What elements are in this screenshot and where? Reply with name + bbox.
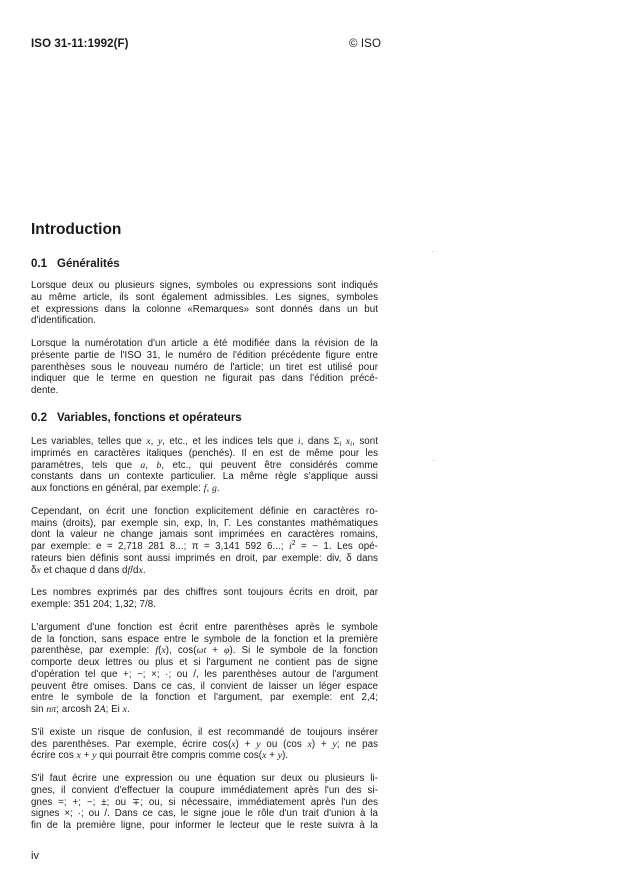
- text-line: Cependant, on écrit une fonction explicitement définie en caractères ro-: [31, 505, 378, 517]
- page-title: Introduction: [31, 221, 122, 238]
- section-number: 0.2: [31, 412, 47, 424]
- section-0-1-body: [31, 280, 378, 397]
- text-line: écrire cos x + y qui pourrait être compris comme cos(x + y).: [31, 750, 289, 762]
- text-line: indiquer que le terme en question ne figurait pas dans l'édition précé-: [31, 373, 378, 385]
- text-line: Lorsque deux ou plusieurs signes, symboles ou expressions sont indiqués: [31, 280, 378, 291]
- paragraph: [31, 773, 378, 832]
- text-line: et expressions dans la colonne «Remarques» sont donnés dans un but: [31, 303, 378, 315]
- section-number: 0.1: [31, 258, 47, 270]
- text-line: dont la valeur ne change jamais sont imprimées en caractères romains,: [31, 529, 378, 541]
- paragraph: [31, 587, 378, 611]
- text-line: par exemple: e = 2,718 281 8...; π = 3,141 592 6...; $i^2$ = − 1. Les opé-: [31, 540, 378, 552]
- paragraph: [31, 280, 378, 327]
- copyright-symbol: ©: [349, 38, 358, 50]
- paragraph: [31, 506, 378, 577]
- text-line: dente.: [31, 385, 59, 396]
- text-line: présente partie de l'ISO 31, le numéro de l'édition précédente figure entre: [31, 349, 378, 361]
- text-line: L'argument d'une fonction est écrit entre parenthèses après le symbole: [31, 621, 378, 633]
- text-line: mains (droits), par exemple sin, exp, ln, Γ. Les constantes mathématiques: [31, 517, 378, 529]
- paragraph: [31, 436, 378, 495]
- copyright-notice: [349, 38, 381, 50]
- paragraph: [31, 338, 378, 397]
- text-line: S'il faut écrire une expression ou une équation sur deux ou plusieurs li-: [31, 773, 378, 784]
- text-line: imprimés en caractères italiques (penchés). Il en est de même pour les: [31, 447, 378, 459]
- text-line: de la fonction, sans espace entre le symbole de la fonction et la première: [31, 633, 378, 645]
- text-line: sin nπ; arcosh 2A; Ei x.: [31, 704, 130, 715]
- text-line: au même article, ils sont également admissibles. Les signes, symboles: [31, 291, 378, 303]
- text-line: δx et chaque d dans df/dx.: [31, 564, 146, 576]
- paragraph: [31, 727, 378, 762]
- document-reference: ISO 31-11:1992(F): [31, 38, 129, 50]
- scan-speck: [432, 251, 433, 252]
- text-line: des parenthèses. Par exemple, écrire cos(x) + y ou (cos x) + y; ne pas: [31, 738, 379, 750]
- text-line: comporte deux lettres ou plus et si l'argument ne contient pas de signe: [31, 657, 378, 668]
- text-line: Les variables, telles que x, y, etc., et les indices tels que i, dans $\Sigma_i$ $x_i$, sont: [31, 436, 378, 448]
- text-line: gnes, il convient d'effectuer la coupure immédiatement après l'un des si-: [31, 784, 378, 796]
- text-line: constants dans un contexte particulier. La même règle s'applique aussi: [31, 471, 378, 483]
- text-line: paramètres, tels que a, b, etc., qui peuvent être considérés comme: [31, 459, 378, 471]
- section-title: Généralités: [57, 258, 120, 270]
- text-line: d'opération tel que +; −; ×; ·; ou /, les parenthèses autour de l'argument: [31, 668, 378, 680]
- text-line: Lorsque la numérotation d'un article a été modifiée dans la révision de la: [31, 338, 378, 349]
- text-line: gnes =; +; −; ±; ou ∓; ou, si nécessaire, immédiatement après l'un des: [31, 796, 378, 808]
- text-line: aux fonctions en général, par exemple: f, g.: [31, 483, 220, 494]
- section-0-2-body: [31, 436, 378, 832]
- section-heading-0-1: [31, 258, 120, 270]
- text-line: rateurs bien définis sont aussi imprimés en droit, par exemple: div, δ dans: [31, 552, 378, 564]
- scan-speck: [433, 460, 434, 461]
- text-line: exemple: 351 204; 1,32; 7/8.: [31, 599, 156, 610]
- text-line: Les nombres exprimés par des chiffres sont toujours écrits en droit, par: [31, 587, 378, 599]
- text-line: d'identification.: [31, 315, 97, 327]
- text-line: parenthèses sous le nouveau numéro de l'article; un tiret est utilisé pour: [31, 361, 378, 373]
- paragraph: [31, 622, 378, 716]
- text-line: peuvent être omises. Dans ce cas, il convient de laisser un léger espace: [31, 680, 378, 692]
- section-title: Variables, fonctions et opérateurs: [57, 412, 242, 424]
- text-line: fin de la première ligne, pour informer le lecteur que le reste suivra à la: [31, 820, 378, 831]
- copyright-owner: ISO: [360, 38, 381, 50]
- section-heading-0-2: [31, 412, 242, 424]
- text-line: signes ×; ·; ou /. Dans ce cas, le signe joue le rôle d'un trait d'union à la: [31, 808, 378, 820]
- text-line: parenthèse, par exemple: f(x), cos(ωt + φ). Si le symbole de la fonction: [31, 645, 379, 657]
- text-line: entre le symbole de la fonction et l'argument, par exemple: ent 2,4;: [31, 692, 378, 704]
- text-line: S'il existe un risque de confusion, il est recommandé de toujours insérer: [31, 726, 378, 738]
- page-number: iv: [31, 850, 39, 862]
